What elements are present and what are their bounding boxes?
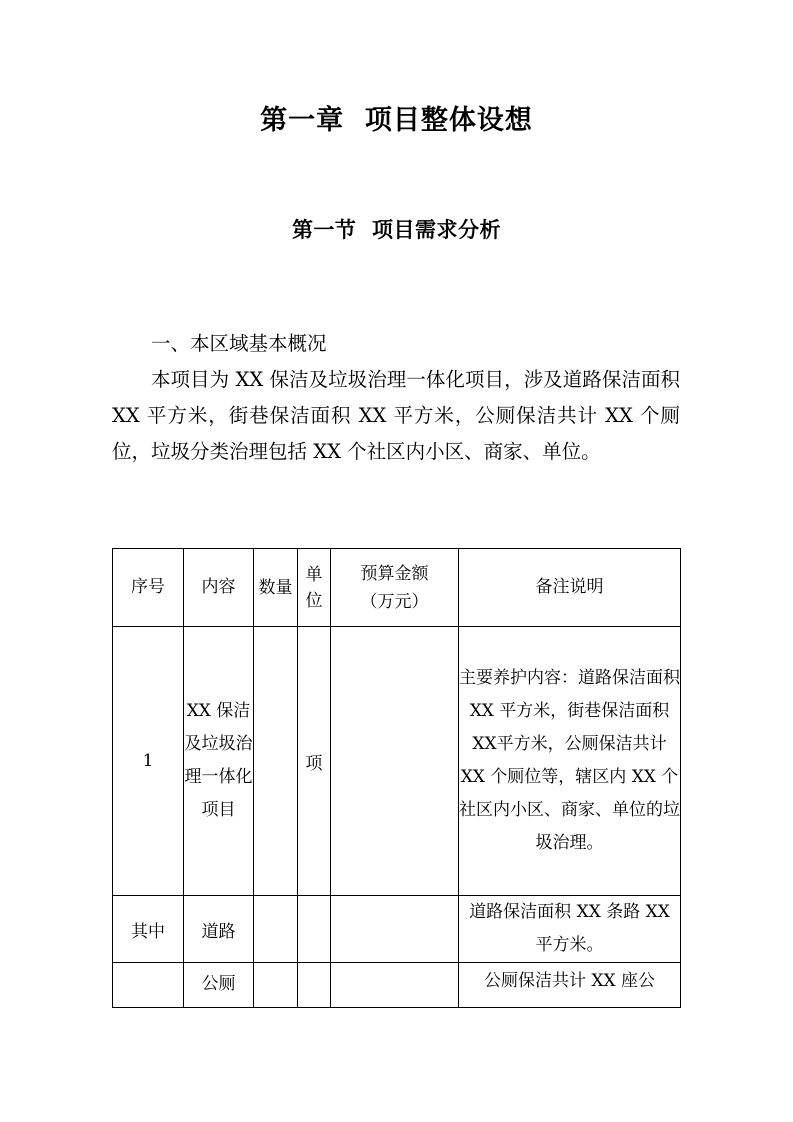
column-header-budget	[331, 549, 459, 627]
cell-quantity	[254, 963, 298, 1008]
cell-unit: 项	[298, 627, 331, 896]
cell-quantity	[254, 896, 298, 963]
cell-unit	[298, 896, 331, 963]
section-title: 第一节 项目需求分析	[291, 218, 502, 242]
cell-quantity	[254, 627, 298, 896]
table-row	[113, 627, 681, 896]
column-header-budget-line2: （万元）	[360, 591, 429, 612]
budget-table	[112, 548, 681, 1008]
cell-note: 主要养护内容：道路保洁面积 XX 平方米，街巷保洁面积XX平方米，公厕保洁共计 XX 个厕位等，辖区内 XX 个社区内小区、商家、单位的垃圾治理。	[459, 627, 681, 896]
cell-budget	[331, 896, 459, 963]
cell-unit	[298, 963, 331, 1008]
column-header-unit: 单位	[298, 549, 331, 627]
table-row	[113, 896, 681, 963]
cell-budget	[331, 963, 459, 1008]
chapter-title: 第一章 项目整体设想	[260, 105, 533, 136]
overview-paragraph: 本项目为 XX 保洁及垃圾治理一体化项目，涉及道路保洁面积 XX 平方米，街巷保洁面积 XX 平方米，公厕保洁共计 XX 个厕位，垃圾分类治理包括 XX 个社区内小区、商家、单位。	[112, 368, 680, 463]
cell-note: 道路保洁面积 XX 条路 XX 平方米。	[459, 896, 681, 963]
cell-note: 公厕保洁共计 XX 座公	[459, 963, 681, 1008]
cell-content: XX 保洁及垃圾治理一体化项目	[184, 627, 254, 896]
column-header-note: 备注说明	[459, 549, 681, 627]
cell-seq: 其中	[113, 896, 184, 963]
cell-budget	[331, 627, 459, 896]
column-header-budget-line1: 预算金额	[360, 563, 429, 584]
column-header-quantity: 数量	[254, 549, 298, 627]
cell-seq: 1	[113, 627, 184, 896]
cell-content: 公厕	[184, 963, 254, 1008]
table-row	[113, 963, 681, 1008]
table-header-row	[113, 549, 681, 627]
sub-heading: 一、本区域基本概况	[151, 332, 327, 355]
body-text-block	[112, 326, 680, 470]
column-header-content: 内容	[184, 549, 254, 627]
cell-content: 道路	[184, 896, 254, 963]
cell-seq	[113, 963, 184, 1008]
column-header-seq: 序号	[113, 549, 184, 627]
